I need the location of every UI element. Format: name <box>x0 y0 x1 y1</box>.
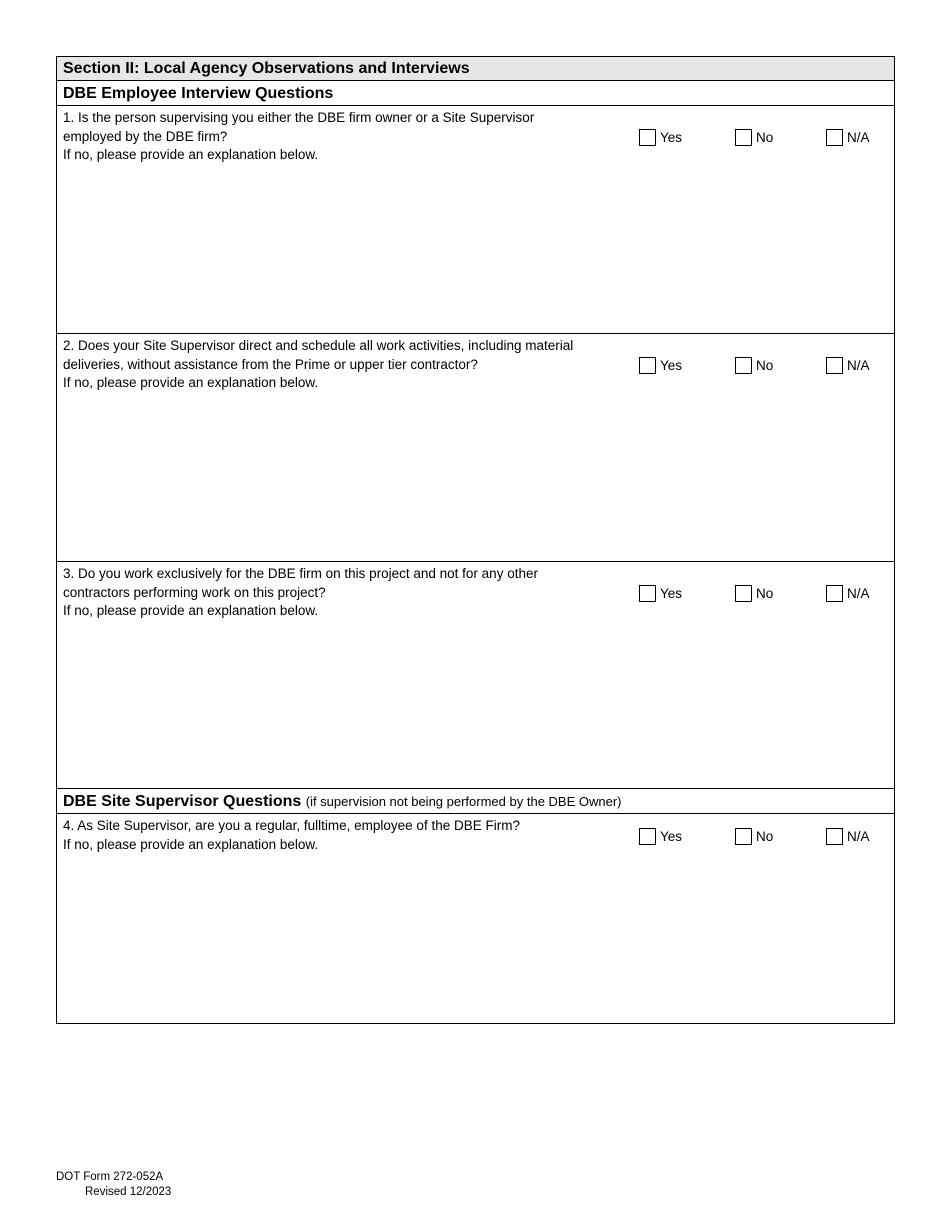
q3-yes-label: Yes <box>660 585 683 601</box>
question-3-text: 3. Do you work exclusively for the DBE firm on this project and not for any other contractors performing work on this project? If no, please provide an explanation below. <box>63 566 538 618</box>
q1-yes-option[interactable] <box>639 127 682 147</box>
question-3-options <box>639 583 889 603</box>
q1-na-option[interactable] <box>826 127 870 147</box>
supervisor-questions-header <box>57 789 894 814</box>
question-1 <box>57 106 894 334</box>
q4-na-option[interactable] <box>826 826 870 846</box>
interview-form <box>56 56 895 1024</box>
q3-yes-option[interactable] <box>639 583 682 603</box>
form-number: DOT Form 272-052A <box>56 1171 164 1183</box>
q4-no-option[interactable] <box>735 826 773 846</box>
q2-explanation-area[interactable] <box>61 396 890 557</box>
q2-no-label: No <box>756 357 774 373</box>
q3-no-label: No <box>756 585 774 601</box>
section-title: Section II: Local Agency Observations and Interviews <box>57 57 894 81</box>
revision-date: Revised 12/2023 <box>85 1185 172 1198</box>
question-2-text: 2. Does your Site Supervisor direct and schedule all work activities, including material deliveries, without assistance from the Prime or upper tier contractor? If no, please provide an explanation below. <box>63 338 574 390</box>
q2-yes-option[interactable] <box>639 355 682 375</box>
question-1-text: 1. Is the person supervising you either the DBE firm owner or a Site Supervisor employed by the DBE firm? If no, please provide an explanation below. <box>63 110 535 162</box>
q4-no-checkbox[interactable] <box>735 828 752 845</box>
q2-yes-label: Yes <box>660 357 683 373</box>
q4-yes-label: Yes <box>660 828 683 844</box>
q2-no-option[interactable] <box>735 355 773 375</box>
question-4-options <box>639 826 889 846</box>
employee-questions-header: DBE Employee Interview Questions <box>57 81 894 106</box>
q1-na-checkbox[interactable] <box>826 129 843 146</box>
q1-yes-checkbox[interactable] <box>639 129 656 146</box>
q1-explanation-area[interactable] <box>61 168 890 329</box>
q2-na-option[interactable] <box>826 355 870 375</box>
q3-no-checkbox[interactable] <box>735 585 752 602</box>
q4-yes-option[interactable] <box>639 826 682 846</box>
q4-yes-checkbox[interactable] <box>639 828 656 845</box>
q2-na-label: N/A <box>847 357 870 373</box>
q4-na-checkbox[interactable] <box>826 828 843 845</box>
q3-no-option[interactable] <box>735 583 773 603</box>
q3-yes-checkbox[interactable] <box>639 585 656 602</box>
question-4-text: 4. As Site Supervisor, are you a regular, fulltime, employee of the DBE Firm? If no, please provide an explanation below. <box>63 818 520 852</box>
q1-no-label: No <box>756 129 774 145</box>
q3-na-checkbox[interactable] <box>826 585 843 602</box>
supervisor-questions-title: DBE Site Supervisor Questions <box>63 793 302 810</box>
q1-yes-label: Yes <box>660 129 683 145</box>
q1-no-option[interactable] <box>735 127 773 147</box>
q4-no-label: No <box>756 828 774 844</box>
question-2-options <box>639 355 889 375</box>
q3-na-label: N/A <box>847 585 870 601</box>
q2-no-checkbox[interactable] <box>735 357 752 374</box>
q1-na-label: N/A <box>847 129 870 145</box>
form-footer <box>56 1170 171 1199</box>
q3-explanation-area[interactable] <box>61 624 890 784</box>
question-3 <box>57 562 894 789</box>
q1-no-checkbox[interactable] <box>735 129 752 146</box>
q3-na-option[interactable] <box>826 583 870 603</box>
q4-na-label: N/A <box>847 828 870 844</box>
question-1-options <box>639 127 889 147</box>
question-2 <box>57 334 894 562</box>
q2-na-checkbox[interactable] <box>826 357 843 374</box>
supervisor-questions-note: (if supervision not being performed by the DBE Owner) <box>305 794 622 809</box>
q2-yes-checkbox[interactable] <box>639 357 656 374</box>
question-4 <box>57 814 894 1023</box>
q4-explanation-area[interactable] <box>61 858 890 1019</box>
